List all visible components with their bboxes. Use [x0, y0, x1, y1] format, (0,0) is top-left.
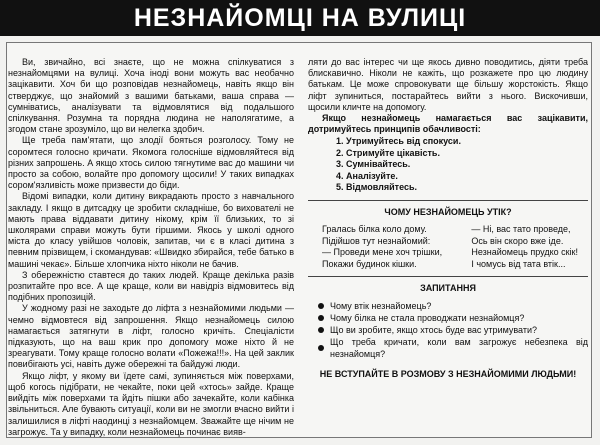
question-item	[318, 324, 588, 336]
right-column	[308, 57, 588, 381]
questions-title: ЗАПИТАННЯ	[420, 283, 476, 294]
poem-line: — Проведи мене хоч трішки,	[322, 247, 443, 258]
poem	[308, 224, 588, 270]
paragraph: ляти до вас інтерес чи ще якось дивно поводитись, діяти треба блискавично. Ніколи не кажіть, що розкажете про цю людину батькам. Це може спровокувати ще більшу жорстокість. Якщо ліфт зупиниться, постарайтесь вийти з нього. Вискочивши, щосили кличте на допомогу.	[308, 57, 588, 112]
paragraph: З обережністю ставтеся до таких людей. Краще декілька разів розпитайте про все. А ще краще, коли ви навідріз відмовитесь від подібних пропозицій.	[8, 269, 294, 303]
rule-item: 5. Відмовляйтесь.	[336, 182, 418, 193]
page-title: НЕЗНАЙОМЦІ НА ВУЛИЦІ	[133, 3, 467, 32]
question-text: Що треба кричати, коли вам загрожує небезпека від незнайомця?	[330, 337, 588, 360]
title-bar	[0, 0, 600, 36]
poem-line: Покажи будинок кішки.	[322, 258, 417, 269]
paragraph: Якщо ліфт, у якому ви їдете самі, зупиняється між поверхами, щоб когось підібрати, не чекайте, поки цей «хтось» зайде. Краще вийдіть між поверхами та йдіть пішки або зачекайте, коли кабінка звільниться. Але бувають ситуації, коли ви не змогли вчасно вийти і залишилися в ліфті наодинці з незнайомцем. Зважайте ще нічим не загрожує. Та у випадку, коли незнайомець починає вияв-	[8, 370, 294, 437]
poem-line: Підійшов тут незнайомий:	[322, 235, 431, 246]
questions-list	[308, 300, 588, 360]
poem-line: Гралась білка коло дому.	[322, 224, 427, 235]
poem-title: ЧОМУ НЕЗНАЙОМЕЦЬ УТІК?	[384, 206, 512, 217]
question-text: Чому білка не стала проводжати незнайомця?	[330, 313, 525, 324]
bullet-icon	[318, 345, 324, 351]
paragraph: Ще треба пам'ятати, що злодії бояться розголосу. Тому не соромтеся голосно кричати. Якомога голосніше відмовляйтеся від різних запрошень. А якщо хтось силою тягнутиме вас до машини чи просто за собою, волайте про допомогу щосили! У таких випадках сором'язливість може призвести до біди.	[8, 135, 294, 191]
poem-line: Ось він скоро вже іде.	[471, 235, 564, 246]
question-text: Чому втік незнайомець?	[330, 301, 432, 312]
poem-left-stanza	[322, 224, 442, 270]
rule-item: 1. Утримуйтесь від спокуси.	[336, 136, 461, 147]
rule-item: 4. Аналізуйте.	[336, 170, 398, 181]
poem-line: — Ні, вас тато проведе,	[471, 224, 571, 235]
paragraph: Відомі випадки, коли дитину викрадають просто з навчального закладу. І якщо в дитсадку це зробити складніше, бо вихователі не мають права віддавати дитину нікому, крім її близьких, то зі школярами справи можуть бути гіршими. Якось у школі одного міста до класу увійшов чоловік, запитав, чи є в класі дитина з певним прізвищем, і скомандував: «Швидко збирайся, тебе батько в машині чекає». Більше хлопчика ніхто ніколи не бачив.	[8, 191, 294, 269]
poem-right-stanza	[471, 224, 578, 270]
warning-text: НЕ ВСТУПАЙТЕ В РОЗМОВУ З НЕЗНАЙОМИМИ ЛЮДЬМИ!	[319, 369, 577, 380]
rule-item: 3. Сумнівайтесь.	[336, 159, 411, 170]
question-item	[318, 336, 588, 360]
poem-line: І чомусь від тата втік...	[471, 258, 566, 269]
rules-intro: Якщо незнайомець намагається вас зацікавити, дотримуйтесь принципів обачливості:	[308, 113, 588, 135]
question-text: Що ви зробите, якщо хтось буде вас утримувати?	[330, 325, 538, 336]
paragraph: Ви, звичайно, всі знаєте, що не можна спілкуватися з незнайомцями на вулиці. Хоча іноді вони можуть вас необачно зацікавити. Хоч би що розповідав незнайомець, навіть якщо він стверджує, що знайомий з вашими батьками, ваша справа — сумніватись, аналізувати та відмовлятися від подальшого спілкування. Розумна та порядна людина не наполягатиме, а згодом стане зрозуміло, що ви нелегка здобич.	[8, 57, 294, 135]
bullet-icon	[318, 327, 324, 333]
divider	[308, 276, 588, 277]
rules-list	[336, 136, 588, 194]
divider	[308, 200, 588, 201]
rule-item: 2. Стримуйте цікавість.	[336, 147, 440, 158]
bullet-icon	[318, 303, 324, 309]
bullet-icon	[318, 315, 324, 321]
question-item	[318, 312, 588, 324]
question-item	[318, 300, 588, 312]
left-column	[8, 57, 294, 438]
paragraph: У жодному разі не заходьте до ліфта з незнайомими людьми — чемно відмовтеся від запрошення. Якщо незнайомець силою намагається затягнути в ліфт, голосно кричіть. Спеціалісти підказують, що на ваш крик про допомогу може ніхто й не зреагувати. Тому краще голосно волати «Пожежа!!!». На цей заклик повибігають усі, навіть дуже обережні та байдужі люди.	[8, 303, 294, 370]
poem-line: Незнайомець прудко скік!	[471, 247, 578, 258]
